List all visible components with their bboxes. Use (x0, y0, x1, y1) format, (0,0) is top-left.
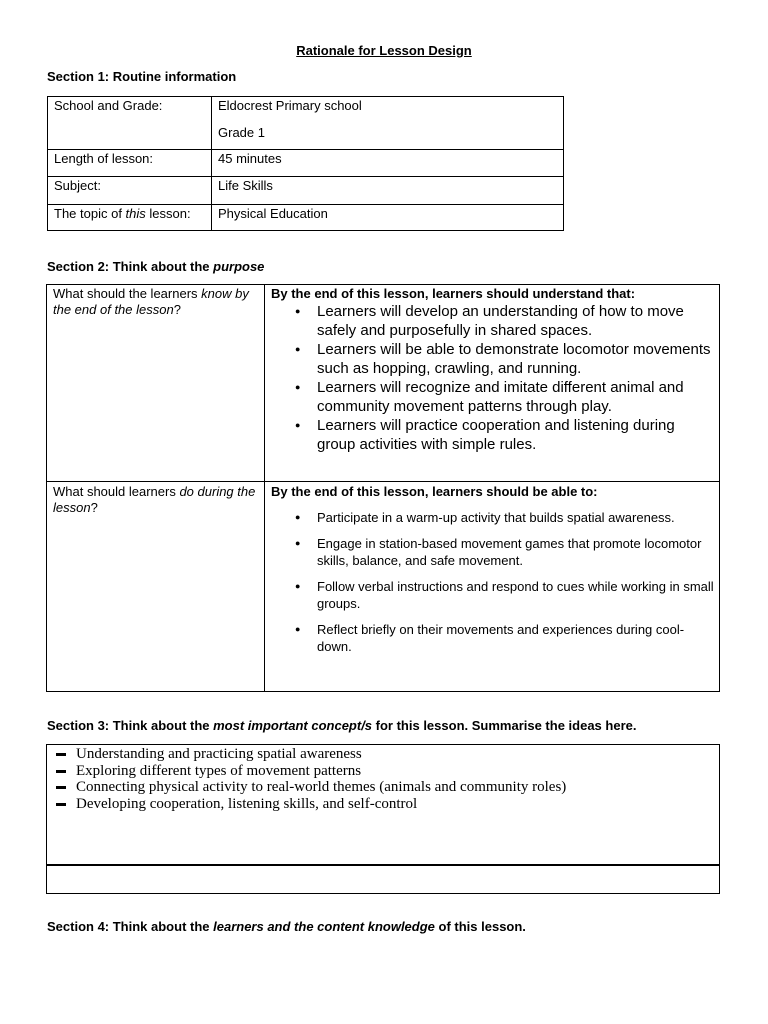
list-item: ▬ Understanding and practicing spatial awareness (47, 746, 717, 763)
know-list (271, 302, 716, 454)
list-item: ● Reflect briefly on their movements and experiences during cool-down. (271, 621, 716, 655)
purpose-column-divider (264, 284, 265, 692)
list-item: ● Participate in a warm-up activity that builds spatial awareness. (271, 509, 716, 526)
section1-heading: Section 1: Routine information (47, 69, 237, 84)
topic-label: The topic of this lesson: (54, 206, 191, 221)
concepts-box (47, 746, 717, 812)
purpose-row-divider (46, 481, 720, 482)
list-item: ▬ Developing cooperation, listening skills, and self-control (47, 796, 717, 813)
do-list (271, 509, 716, 655)
school-value: Eldocrest Primary school (218, 98, 362, 113)
list-item: ● Engage in station-based movement games that promote locomotor skills, balance, and safe movement. (271, 535, 716, 569)
list-item: ● Learners will be able to demonstrate locomotor movements such as hopping, crawling, and running. (271, 340, 716, 378)
list-item: ● Learners will recognize and imitate different animal and community movement patterns through play. (271, 378, 716, 416)
list-item: ▬ Connecting physical activity to real-world themes (animals and community roles) (47, 779, 717, 796)
concepts-row-divider (46, 864, 720, 866)
know-lead: By the end of this lesson, learners should understand that: (271, 286, 636, 301)
know-answer (271, 286, 716, 454)
do-question: What should learners do during the lesson? (53, 484, 256, 515)
concepts-list (47, 746, 717, 812)
subject-label: Subject: (54, 178, 101, 193)
list-item: ● Learners will practice cooperation and listening during group activities with simple rules. (271, 416, 716, 454)
do-answer (271, 484, 716, 664)
routine-info-table (47, 96, 564, 231)
length-value: 45 minutes (218, 151, 282, 166)
list-item: ▬ Exploring different types of movement patterns (47, 763, 717, 780)
school-grade-label: School and Grade: (54, 98, 163, 113)
grade-value: Grade 1 (218, 125, 265, 140)
do-lead: By the end of this lesson, learners should be able to: (271, 484, 598, 499)
section3-heading: Section 3: Think about the most important concept/s for this lesson. Summarise the ideas here. (47, 718, 637, 733)
know-question: What should the learners know by the end of the lesson? (53, 286, 249, 317)
topic-value: Physical Education (218, 206, 328, 221)
section2-heading: Section 2: Think about the purpose (47, 259, 265, 274)
subject-value: Life Skills (218, 178, 273, 193)
list-item: ● Learners will develop an understanding of how to move safely and purposefully in shared spaces. (271, 302, 716, 340)
section4-heading: Section 4: Think about the learners and the content knowledge of this lesson. (47, 919, 526, 934)
document-title: Rationale for Lesson Design (296, 43, 472, 58)
length-label: Length of lesson: (54, 151, 154, 166)
list-item: ● Follow verbal instructions and respond to cues while working in small groups. (271, 578, 716, 612)
